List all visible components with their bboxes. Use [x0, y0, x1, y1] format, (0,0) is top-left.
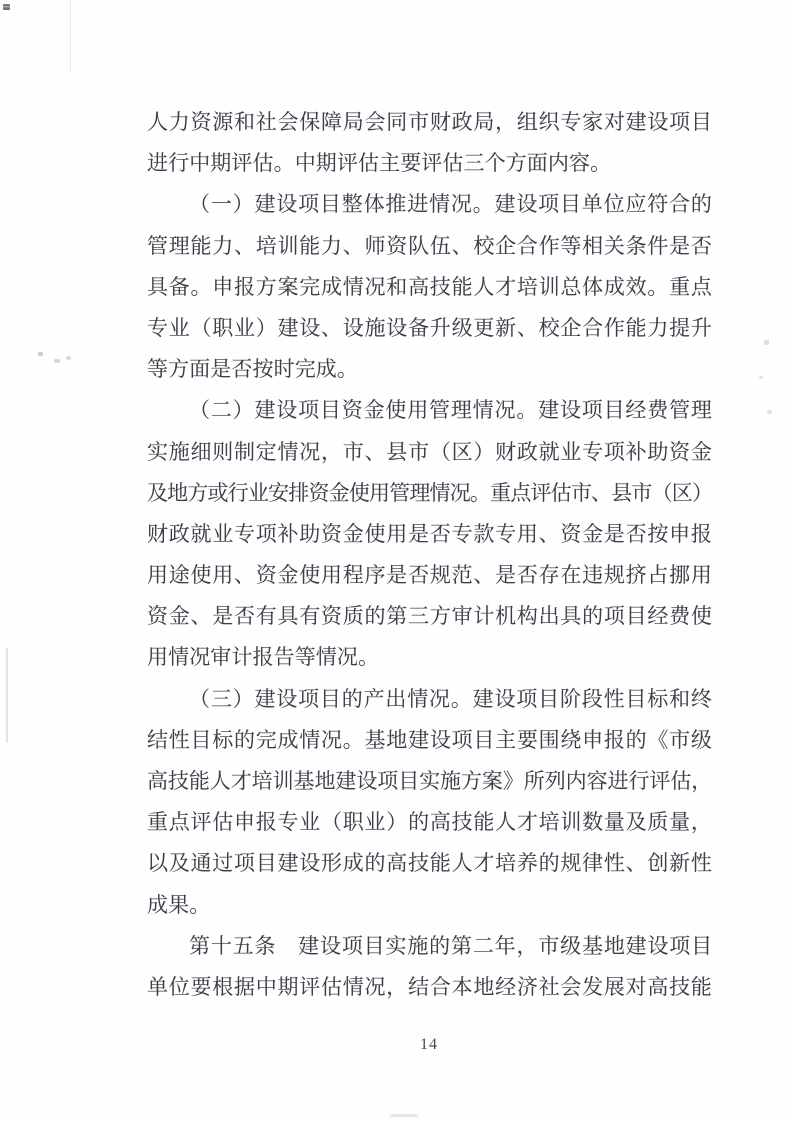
text-line: 具备。申报方案完成情况和高技能人才培训总体成效。重点	[147, 274, 712, 299]
scan-speck	[3, 4, 10, 10]
text-line: 成果。	[147, 892, 211, 917]
text-line: 用情况审计报告等情况。	[147, 645, 380, 670]
document-body	[147, 102, 712, 1008]
scan-speck	[764, 340, 769, 345]
text-line: 人力资源和社会保障局会同市财政局，组织专家对建设项目	[147, 110, 712, 134]
text-line: 结性目标的完成情况。基地建设项目主要围绕申报的《市级	[147, 727, 712, 752]
scan-speck	[66, 356, 71, 360]
page-number: 14	[420, 1036, 438, 1053]
scan-line	[6, 648, 8, 743]
scan-smudge	[390, 1114, 418, 1117]
text-line: 等方面是否按时完成。	[147, 357, 358, 382]
scan-speck	[54, 359, 60, 363]
text-line: 资金、是否有具有资质的第三方审计机构出具的项目经费使	[147, 604, 712, 629]
text-line: （二）建设项目资金使用管理情况。建设项目经费管理	[189, 398, 712, 423]
scan-speck	[767, 410, 772, 414]
scan-speck	[38, 352, 43, 356]
text-line: 专业（职业）建设、设施设备升级更新、校企合作能力提升	[147, 315, 712, 340]
scan-line	[70, 0, 71, 72]
text-line: 进行中期评估。中期评估主要评估三个方面内容。	[147, 151, 612, 176]
text-line: 第十五条 建设项目实施的第二年，市级基地建设项目	[189, 933, 712, 958]
text-line: 重点评估申报专业（职业）的高技能人才培训数量及质量，	[147, 810, 712, 835]
text-line: 用途使用、资金使用程序是否规范、是否存在违规挤占挪用	[147, 563, 712, 588]
text-line: （一）建设项目整体推进情况。建设项目单位应符合的	[189, 192, 712, 217]
scan-speck	[759, 376, 763, 379]
text-line: 管理能力、培训能力、师资队伍、校企合作等相关条件是否	[147, 233, 712, 258]
text-line: 单位要根据中期评估情况，结合本地经济社会发展对高技能	[147, 974, 712, 999]
text-line: 实施细则制定情况，市、县市（区）财政就业专项补助资金	[147, 439, 712, 464]
text-line: 财政就业专项补助资金使用是否专款专用、资金是否按申报	[147, 521, 712, 546]
text-line: 高技能人才培训基地建设项目实施方案》所列内容进行评估，	[147, 769, 712, 793]
text-line: （三）建设项目的产出情况。建设项目阶段性目标和终	[189, 686, 712, 711]
text-line: 及地方或行业安排资金使用管理情况。重点评估市、县市（区）	[147, 480, 712, 505]
text-line: 以及通过项目建设形成的高技能人才培养的规律性、创新性	[147, 851, 712, 876]
